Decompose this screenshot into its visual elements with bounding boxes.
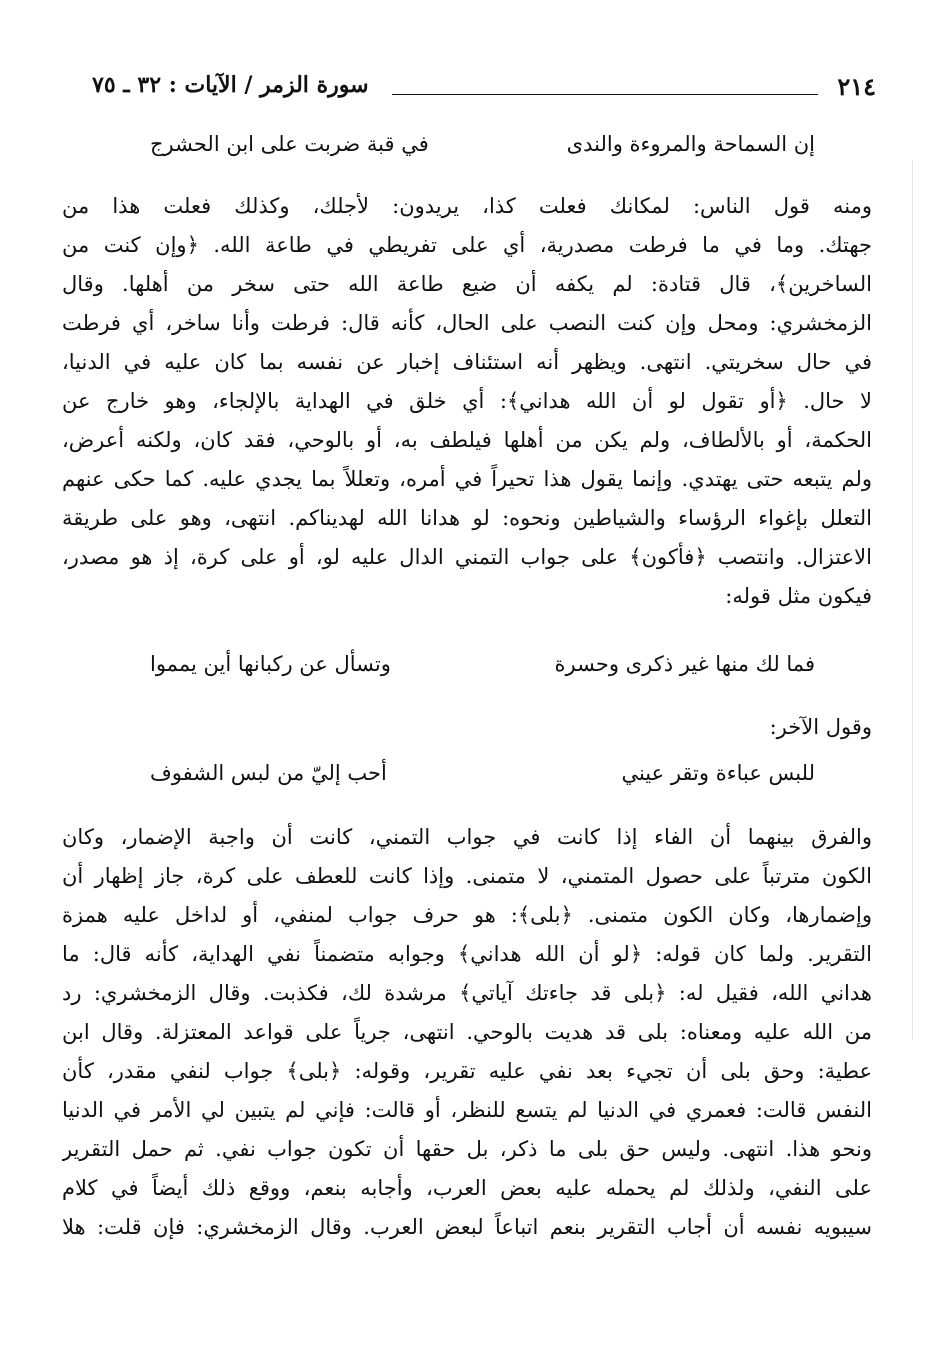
- text-line: لا حال. ﴿أو تقول لو أن الله هداني﴾: أي خلق في الهداية بالإلجاء، وهو خارج عن: [62, 389, 872, 413]
- text-line: التقرير. ولما كان قوله: ﴿لو أن الله هداني﴾ وجوابه متضمناً نفي الهداية، كأنه قال: ما: [62, 942, 872, 966]
- text-line: في حال سخريتي. انتهى. ويظهر أنه استئناف إخبار عن نفسه بما كان عليه في الدنيا،: [62, 350, 872, 374]
- text-line: ونحو هذا. انتهى. وليس حق بلى ما ذكر، بل حقها أن تكون جواب نفي. ثم حمل التقرير: [62, 1137, 872, 1161]
- text-line: فيكون مثل قوله:: [725, 584, 872, 608]
- text-line: الساخرين﴾، قال قتادة: لم يكفه أن ضيع طاعة الله حتى سخر من أهلها. وقال: [62, 272, 872, 296]
- text-line: ولم يتبعه حتى يهتدي. وإنما يقول هذا تحيراً في أمره، وتعللاً بما يجدي عليه. كما حكى عنهم: [62, 467, 872, 491]
- verse-3: [150, 753, 815, 793]
- text-line: الاعتزال. وانتصب ﴿فأكون﴾ على جواب التمني الدال عليه لو، أو على كرة، إذ هو مصدر،: [62, 545, 872, 569]
- text-line: النفس قالت: فعمري في الدنيا لم يتسع للنظر، أو قالت: فإني لم يتبين لي الأمر في الدنيا: [62, 1098, 872, 1122]
- scan-margin-line: [912, 160, 913, 1040]
- text-line: جهتك. وما في ما فرطت مصدرية، أي على تفريطي في طاعة الله. ﴿وإن كنت من: [62, 233, 872, 257]
- verse-2-left-hemistich: وتسأل عن ركبانها أين يمموا: [150, 652, 391, 676]
- verse-3-left-hemistich: أحب إليّ من لبس الشفوف: [150, 761, 387, 785]
- text-line: من الله عليه ومعناه: بلى قد هديت بالوحي. انتهى، جرياً على قواعد المعتزلة. وقال ابن: [62, 1020, 872, 1044]
- other-saying-label: وقول الآخر:: [769, 715, 872, 739]
- text-line: الكون مترتباً على حصول المتمني، لا متمنى. وإذا كانت للعطف على كرة، جاز إظهار أن: [62, 864, 872, 888]
- header-rule: [392, 94, 818, 95]
- text-line: سيبويه نفسه أن أجاب التقرير بنعم اتباعاً لبعض العرب. وقال الزمخشري: فإن قلت: هلا: [62, 1215, 872, 1239]
- text-line: وإضمارها، وكان الكون متمنى. ﴿بلى﴾: هو حرف جواب لمنفي، أو لداخل عليه همزة: [62, 903, 872, 927]
- text-line: عطية: وحق بلى أن تجيء بعد نفي عليه تقرير، وقوله: ﴿بلى﴾ جواب لنفي مقدر، كأن: [62, 1059, 872, 1083]
- verse-1: [150, 124, 815, 164]
- verse-2-right-hemistich: فما لك منها غير ذكرى وحسرة: [554, 652, 815, 676]
- text-line: ومنه قول الناس: لمكانك فعلت كذا، يريدون: لأجلك، وكذلك فعلت هذا من: [62, 194, 872, 218]
- text-line: على النفي، ولذلك لم يحمله عليه بعض العرب، وأجابه بنعم، ووقع ذلك أيضاً في كلام: [62, 1176, 872, 1200]
- page-number: ٢١٤: [837, 72, 876, 101]
- verse-1-right-hemistich: إن السماحة والمروءة والندى: [566, 132, 815, 156]
- text-line: هداني الله، فقيل له: ﴿بلى قد جاءتك آياتي﴾ مرشدة لك، فكذبت. وقال الزمخشري: رد: [62, 981, 872, 1005]
- page-header: [92, 66, 876, 106]
- text-line: التعلل بإغواء الرؤساء والشياطين ونحوه: لو هدانا الله لهديناكم. انتهى، وهو على طريقة: [62, 506, 872, 530]
- verse-3-right-hemistich: للبس عباءة وتقر عيني: [621, 761, 815, 785]
- verse-2: [150, 644, 815, 684]
- text-line: الحكمة، أو بالألطاف، ولم يكن من أهلها فيلطف به، أو بالوحي، فقد كان، ولكنه أعرض،: [62, 428, 872, 452]
- surah-title: سورة الزمر / الآيات : ٣٢ ـ ٧٥: [92, 72, 369, 98]
- text-line: والفرق بينهما أن الفاء إذا كانت في جواب التمني، كانت أن واجبة الإضمار، وكان: [62, 825, 872, 849]
- verse-1-left-hemistich: في قبة ضربت على ابن الحشرج: [150, 132, 429, 156]
- text-line: الزمخشري: ومحل وإن كنت النصب على الحال، كأنه قال: فرطت وأنا ساخر، أي فرطت: [62, 311, 872, 335]
